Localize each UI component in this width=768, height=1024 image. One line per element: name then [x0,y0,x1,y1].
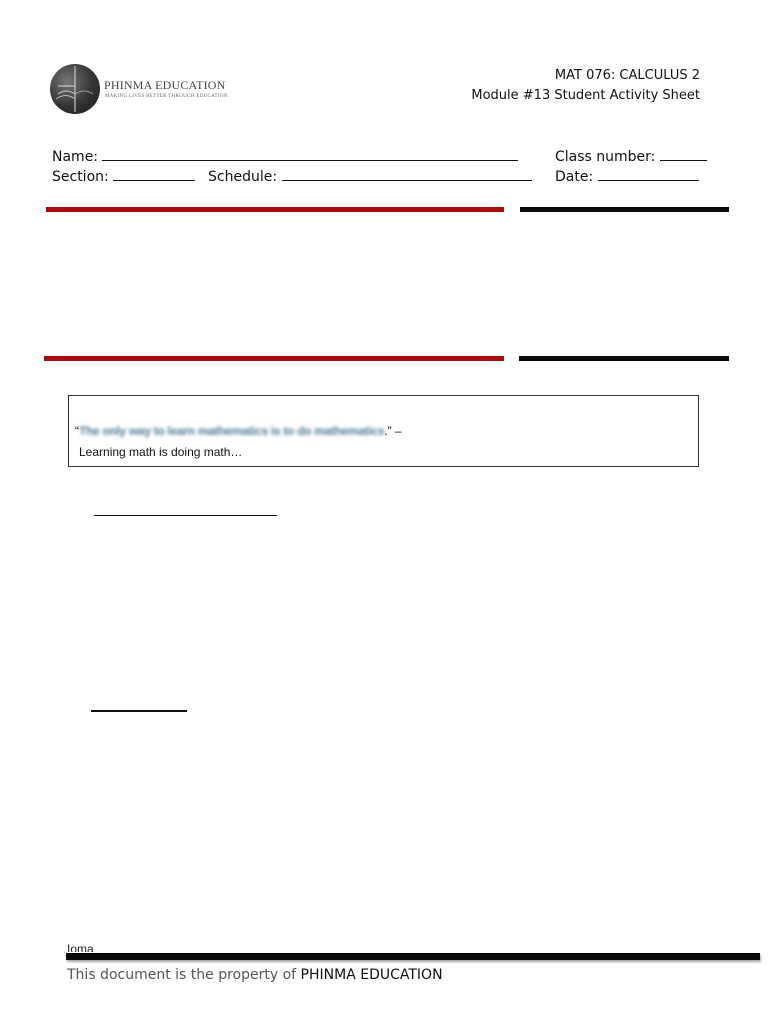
blank-rule-2 [91,710,187,712]
section-blank[interactable] [113,165,195,181]
top-red-divider [46,207,504,212]
blank-rule-1 [94,515,277,516]
name-field [52,145,518,165]
name-label: Name: [52,149,99,165]
footer-divider [66,953,760,960]
section-label: Section: [52,169,109,185]
logo-emblem-icon [50,64,100,114]
date-field [555,165,699,185]
footer-property-note [67,967,443,983]
bottom-red-divider [44,356,504,361]
schedule-field [208,165,532,185]
date-blank[interactable] [598,165,699,181]
document-heading [471,66,700,106]
quote-box [68,395,699,467]
class-number-label: Class number: [555,149,656,165]
blurred-quote-text: The only way to learn mathematics is to do mathematics [79,424,385,438]
bottom-black-divider [519,356,729,361]
section-field [52,165,195,185]
schedule-blank[interactable] [282,165,532,181]
name-blank[interactable] [102,145,518,161]
schedule-label: Schedule: [208,169,278,185]
class-number-blank[interactable] [660,145,707,161]
cut-off-text: Ioma [67,942,94,952]
logo-name: PHINMA EDUCATION [104,78,226,92]
date-label: Date: [555,169,594,185]
phinma-logo [48,62,228,116]
close-quote: .” – [384,424,402,438]
course-title: MAT 076: CALCULUS 2 [554,68,700,83]
module-title: Module #13 Student Activity Sheet [471,88,700,103]
class-number-field [555,145,707,165]
footer-org-name: PHINMA EDUCATION [300,967,443,983]
logo-tagline: MAKING LIVES BETTER THROUGH EDUCATION [105,94,228,99]
quote-line [75,424,402,438]
top-black-divider [520,207,729,212]
footer-text: This document is the property of [67,967,297,983]
open-quote: “ [75,424,79,438]
quote-caption: Learning math is doing math… [79,445,243,459]
